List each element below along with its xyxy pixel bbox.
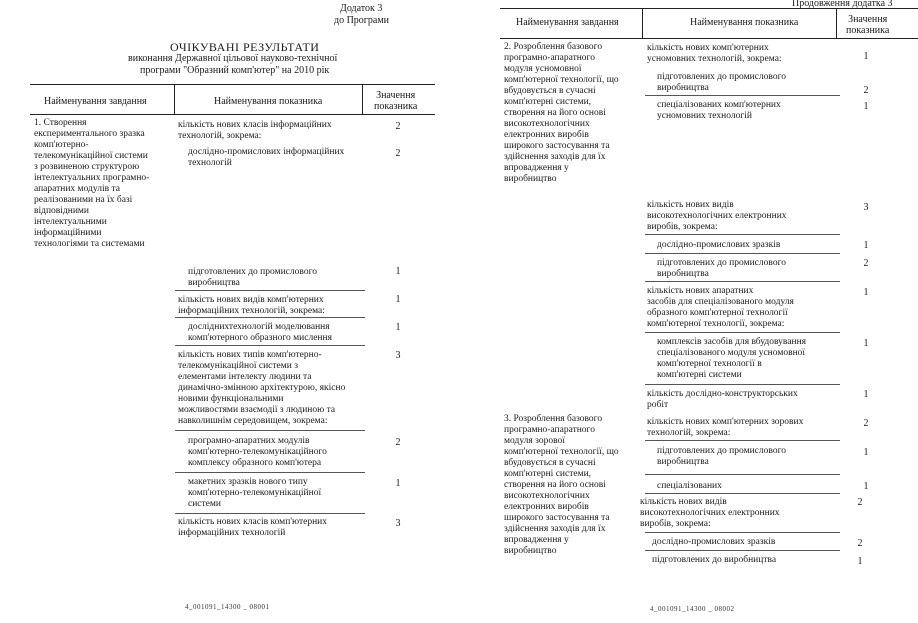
addendum-label: Додаток 3 xyxy=(340,3,383,14)
list-item: підготовлених до промислового виробництва xyxy=(657,446,786,467)
continuation-label: Продовження додатка 3 xyxy=(792,0,893,9)
value-cell: 1 xyxy=(395,478,401,489)
row-rule xyxy=(645,253,840,254)
list-item: кількість дослідно-конструкторських робіт xyxy=(647,389,798,410)
row-rule xyxy=(645,95,840,96)
row-rule xyxy=(645,440,840,441)
value-cell: 2 xyxy=(395,148,401,159)
row-rule xyxy=(645,384,840,385)
value-cell: 3 xyxy=(395,350,401,361)
list-item: комплексів засобів для вбудовування спеціалізованого модуля усномовної комп'ютерної технології в комп'ютерні системи xyxy=(657,337,807,380)
value-cell: 2 xyxy=(857,538,863,549)
list-item: спеціалізованих xyxy=(657,481,722,491)
row-rule xyxy=(645,493,840,494)
value-cell: 1 xyxy=(857,556,863,567)
task-1: 1. Створення експериментального зразка комп'ютерно- телекомунікаційної системи з розвиненою структурою інтелектуальних програмно- апаратних модулів та реалізованими на їх базі відповідними інтелектуальними інформаційними технологіями та системами xyxy=(34,118,150,249)
value-cell: 1 xyxy=(863,447,869,458)
row-rule xyxy=(645,281,840,282)
list-item: спеціалізованих комп'ютерних усномовних технологій xyxy=(657,100,781,121)
header-task: Найменування завдання xyxy=(516,17,619,28)
page-footer-code: 4_001091_14300 _ 08001 xyxy=(185,603,270,611)
list-item: кількість нових видів комп'ютерних інформаційних технологій, зокрема: xyxy=(178,295,325,316)
table-top-rule xyxy=(30,84,435,85)
list-item: кількість нових видів високотехнологічних електронних виробів, зокрема: xyxy=(640,497,780,529)
subtitle-line-2: програми "Образний комп'ютер" на 2010 рік xyxy=(140,65,330,76)
header-task: Найменування завдання xyxy=(44,96,147,107)
list-item: кількість нових класів інформаційних технологій, зокрема: xyxy=(178,120,332,141)
list-item: кількість нових комп'ютерних зорових технологій, зокрема: xyxy=(647,417,804,438)
list-item: досліднихтехнологій моделювання комп'ютерного образного мислення xyxy=(188,322,332,343)
list-item: кількість нових комп'ютерних усномовних технологій, зокрема: xyxy=(647,43,782,64)
row-rule xyxy=(175,430,365,431)
list-item: макетних зразків нового типу комп'ютерно-телекомунікаційної системи xyxy=(188,477,322,509)
header-divider xyxy=(362,84,363,114)
list-item: кількість нових видів високотехнологічних електронних виробів, зокрема: xyxy=(647,200,787,232)
subtitle-line-1: виконання Державної цільової науково-технічної xyxy=(128,53,338,64)
row-rule xyxy=(175,345,365,346)
row-rule xyxy=(645,474,840,475)
row-rule xyxy=(175,513,365,514)
header-bottom-rule xyxy=(500,38,918,39)
header-value: Значення показника xyxy=(374,90,418,112)
value-cell: 2 xyxy=(863,258,869,269)
row-rule xyxy=(175,290,365,291)
row-rule xyxy=(645,234,840,235)
page-title: ОЧІКУВАНІ РЕЗУЛЬТАТИ xyxy=(170,40,320,54)
page-footer-code: 4_001091_14300 _ 08002 xyxy=(650,605,735,613)
value-cell: 1 xyxy=(863,481,869,492)
value-cell: 2 xyxy=(863,85,869,96)
header-divider xyxy=(174,84,175,114)
list-item: підготовлених до промислового виробництва xyxy=(188,267,317,288)
value-cell: 1 xyxy=(863,101,869,112)
list-item: дослідно-промислових зразків xyxy=(652,537,776,547)
task-2: 2. Розроблення базового програмно-апаратного модуля усномовної комп'ютерної технології, що вбудовується в сучасні комп'ютерні системи, створення на його основі високотехнологічних електронних виробів широкого застосування та здійснення заходів для їх впровадження у виробництво xyxy=(504,42,619,184)
list-item: кількість нових апаратних засобів для спеціалізованого модуля образного комп'ютерної технології комп'ютерної технології, зокрема: xyxy=(647,286,794,329)
header-divider xyxy=(642,8,643,38)
value-cell: 2 xyxy=(857,497,863,508)
list-item: дослідно-промислових інформаційних технологій xyxy=(188,147,345,168)
value-cell: 1 xyxy=(395,322,401,333)
list-item: програмно-апаратних модулів комп'ютерно-телекомунікаційного комплексу образного комп'ютера xyxy=(188,436,327,468)
row-rule xyxy=(645,332,840,333)
value-cell: 1 xyxy=(863,389,869,400)
row-rule xyxy=(645,550,840,551)
value-cell: 1 xyxy=(863,240,869,251)
value-cell: 1 xyxy=(863,338,869,349)
task-3: 3. Розроблення базового програмно-апаратного модуля зорової комп'ютерної технології, що вбудовується в сучасні комп'ютерні системи, створення на його основі високотехнологічних електронних виробів широкого застосування та здійснення заходів для їх впровадження у виробництво xyxy=(504,414,619,556)
header-indicator: Найменування показника xyxy=(214,96,323,107)
row-rule xyxy=(175,472,365,473)
list-item: дослідно-промислових зразків xyxy=(657,240,781,250)
header-bottom-rule xyxy=(30,114,435,115)
addendum-sub: до Програми xyxy=(334,15,390,26)
table-top-rule xyxy=(500,8,918,9)
row-rule xyxy=(645,532,840,533)
value-cell: 1 xyxy=(395,294,401,305)
list-item: підготовлених до виробництва xyxy=(652,555,777,565)
value-cell: 2 xyxy=(395,437,401,448)
value-cell: 1 xyxy=(863,287,869,298)
header-indicator: Найменування показника xyxy=(690,17,799,28)
value-cell: 3 xyxy=(863,202,869,213)
value-cell: 2 xyxy=(395,121,401,132)
list-item: кількість нових типів комп'ютерно- телекомунікаційної системи з елементами інтелекту людини та динамічно-змінною архітектурою, якісно новими функціональними можливостями взаємодії з людиною та навколишнім середовищем, зокрема: xyxy=(178,350,346,426)
list-item: підготовлених до промислового виробництва xyxy=(657,72,786,93)
row-rule xyxy=(175,317,365,318)
value-cell: 2 xyxy=(863,418,869,429)
header-value: Значення показника xyxy=(846,14,890,36)
list-item: підготовлених до промислового виробництва xyxy=(657,258,786,279)
header-divider xyxy=(836,8,837,38)
list-item: кількість нових класів комп'ютерних інформаційних технологій xyxy=(178,517,327,538)
value-cell: 1 xyxy=(863,51,869,62)
value-cell: 3 xyxy=(395,518,401,529)
value-cell: 1 xyxy=(395,266,401,277)
